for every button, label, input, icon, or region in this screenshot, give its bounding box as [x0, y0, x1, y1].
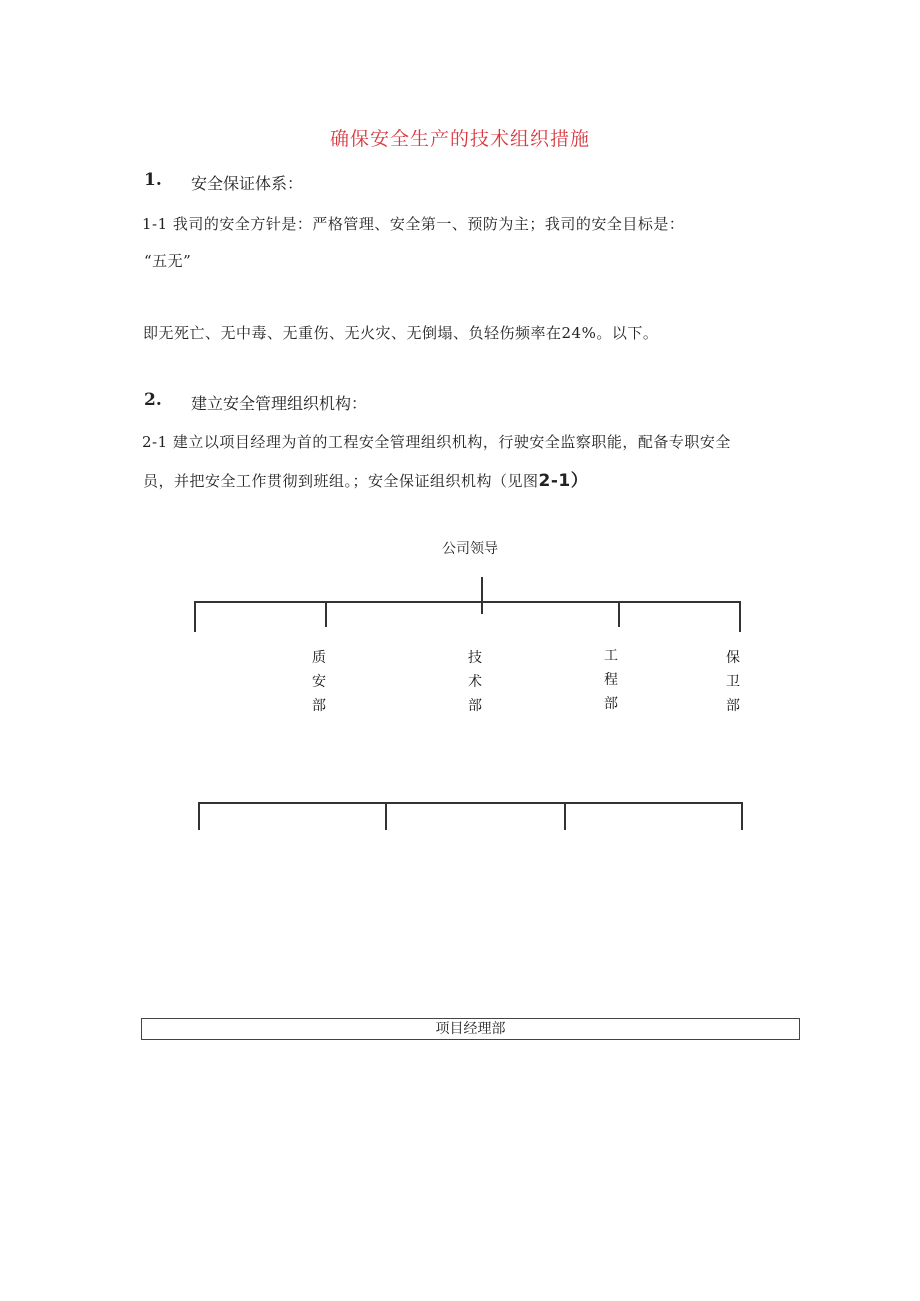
section2-paragraph-2	[143, 466, 588, 491]
org-connector-lower-drop-3	[564, 802, 566, 830]
org-dept-quality-safety: 质 安 部	[312, 650, 326, 714]
section1-heading: 安全保证体系：	[191, 174, 304, 193]
section2-heading: 建立安全管理组织机构：	[191, 394, 368, 413]
org-connector-drop-4	[739, 601, 741, 632]
org-connector-horizontal-lower	[198, 802, 743, 804]
org-connector-vertical-top	[481, 577, 483, 614]
org-connector-drop-1	[194, 601, 196, 632]
org-connector-drop-2	[325, 601, 327, 627]
section2-number: 2.	[144, 390, 162, 410]
org-bottom-project-management: 项目经理部	[141, 1018, 800, 1040]
org-connector-lower-drop-4	[741, 802, 743, 830]
org-connector-drop-3	[618, 601, 620, 627]
org-dept-security: 保 卫 部	[726, 650, 740, 714]
page-title: 确保安全生产的技术组织措施	[329, 128, 590, 150]
section1-paragraph-3: 即无死亡、无中毒、无重伤、无火灾、无倒塌、负轻伤频率在24%。以下。	[143, 324, 659, 342]
org-connector-lower-drop-1	[198, 802, 200, 830]
org-dept-engineering: 工 程 部	[604, 648, 618, 712]
section2-paragraph-1: 2-1 建立以项目经理为首的工程安全管理组织机构，行驶安全监察职能，配备专职安全	[142, 433, 731, 451]
section1-paragraph-1: 1-1 我司的安全方针是：严格管理、安全第一、预防为主；我司的安全目标是：	[142, 215, 685, 233]
org-connector-horizontal-upper	[194, 601, 741, 603]
section1-paragraph-2: “五无”	[144, 252, 192, 270]
section1-number: 1.	[144, 170, 162, 190]
figure-reference: 2-1）	[538, 471, 589, 491]
org-top-company-leadership: 公司领导	[442, 541, 498, 557]
org-connector-lower-drop-2	[385, 802, 387, 830]
org-dept-technical: 技 术 部	[468, 650, 482, 714]
section2-paragraph-2-text: 员，并把安全工作贯彻到班组。；安全保证组织机构（见图	[143, 472, 539, 490]
